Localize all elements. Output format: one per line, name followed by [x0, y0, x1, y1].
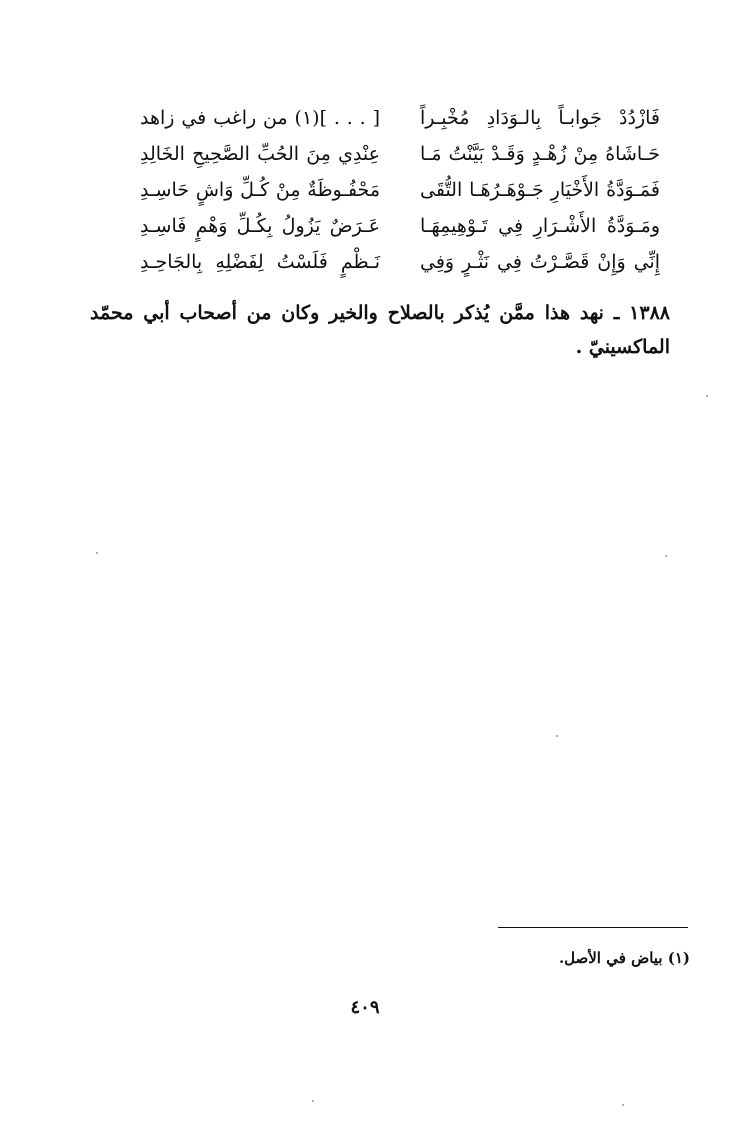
- verse-line: [140, 172, 660, 208]
- verse-first-hemistich: إِنِّي وَإِنْ قَصَّـرْتُ فِي نَثْـرٍ وَفِي: [420, 251, 660, 273]
- verse-line: [140, 136, 660, 172]
- verse-first-hemistich: ومَـوَدَّةُ الأَشْـرَارِ فِي تَـوْهِيمِهَـا: [420, 215, 660, 237]
- scan-speck: [312, 1100, 314, 1102]
- verse-first-hemistich: حَـاشَاهُ مِنْ زُهْـدٍ وَقَـدْ بَيَّنْتُ مَـا: [420, 143, 660, 165]
- verse-line: [140, 100, 660, 136]
- verse-line: [140, 208, 660, 244]
- verse-second-hemistich: عِنْدِي مِنَ الحُبِّ الصَّحِيحِ الخَالِدِ: [140, 143, 380, 165]
- scan-speck: [556, 735, 558, 737]
- scan-speck: [622, 1104, 624, 1106]
- verse-second-hemistich: عَـرَضٌ يَزُولُ بِكُـلِّ وَهْمٍ فَاسِـدِ: [140, 215, 380, 237]
- scan-speck: [96, 552, 98, 554]
- scan-speck: [706, 395, 708, 397]
- verse-second-hemistich: نَـظْمٍ فَلَسْتُ لِفَضْلِهِ بِالجَاحِـدِ: [140, 251, 380, 273]
- scan-speck: [665, 555, 667, 557]
- entry-text: ـ نهد هذا ممَّن يُذكر بالصلاح والخير وكان من أصحاب أبي محمّد الماكسينيّ .: [90, 302, 670, 358]
- poem-block: [140, 100, 660, 280]
- verse-second-hemistich: [ . . . ](١) من راغب في زاهد: [140, 107, 381, 129]
- footnote-divider: [498, 927, 688, 928]
- footnote: (١) بياض في الأصل.: [558, 949, 690, 967]
- verse-first-hemistich: فَازْدُدْ جَوابـاً بِالـوَدَادِ مُخْبِـراً: [420, 107, 660, 129]
- verse-first-hemistich: فَمَـوَدَّةُ الأَخْيَارِ جَـوْهَـرُهَـا التُّقَى: [420, 179, 660, 201]
- verse-line: [140, 244, 660, 280]
- biography-entry: [90, 296, 670, 364]
- verse-second-hemistich: مَحْفُـوظَةٌ مِنْ كُـلِّ وَاشٍ حَاسِـدِ: [140, 179, 380, 201]
- entry-number: ١٣٨٨: [629, 302, 670, 324]
- page-number: ٤٠٩: [350, 997, 380, 1018]
